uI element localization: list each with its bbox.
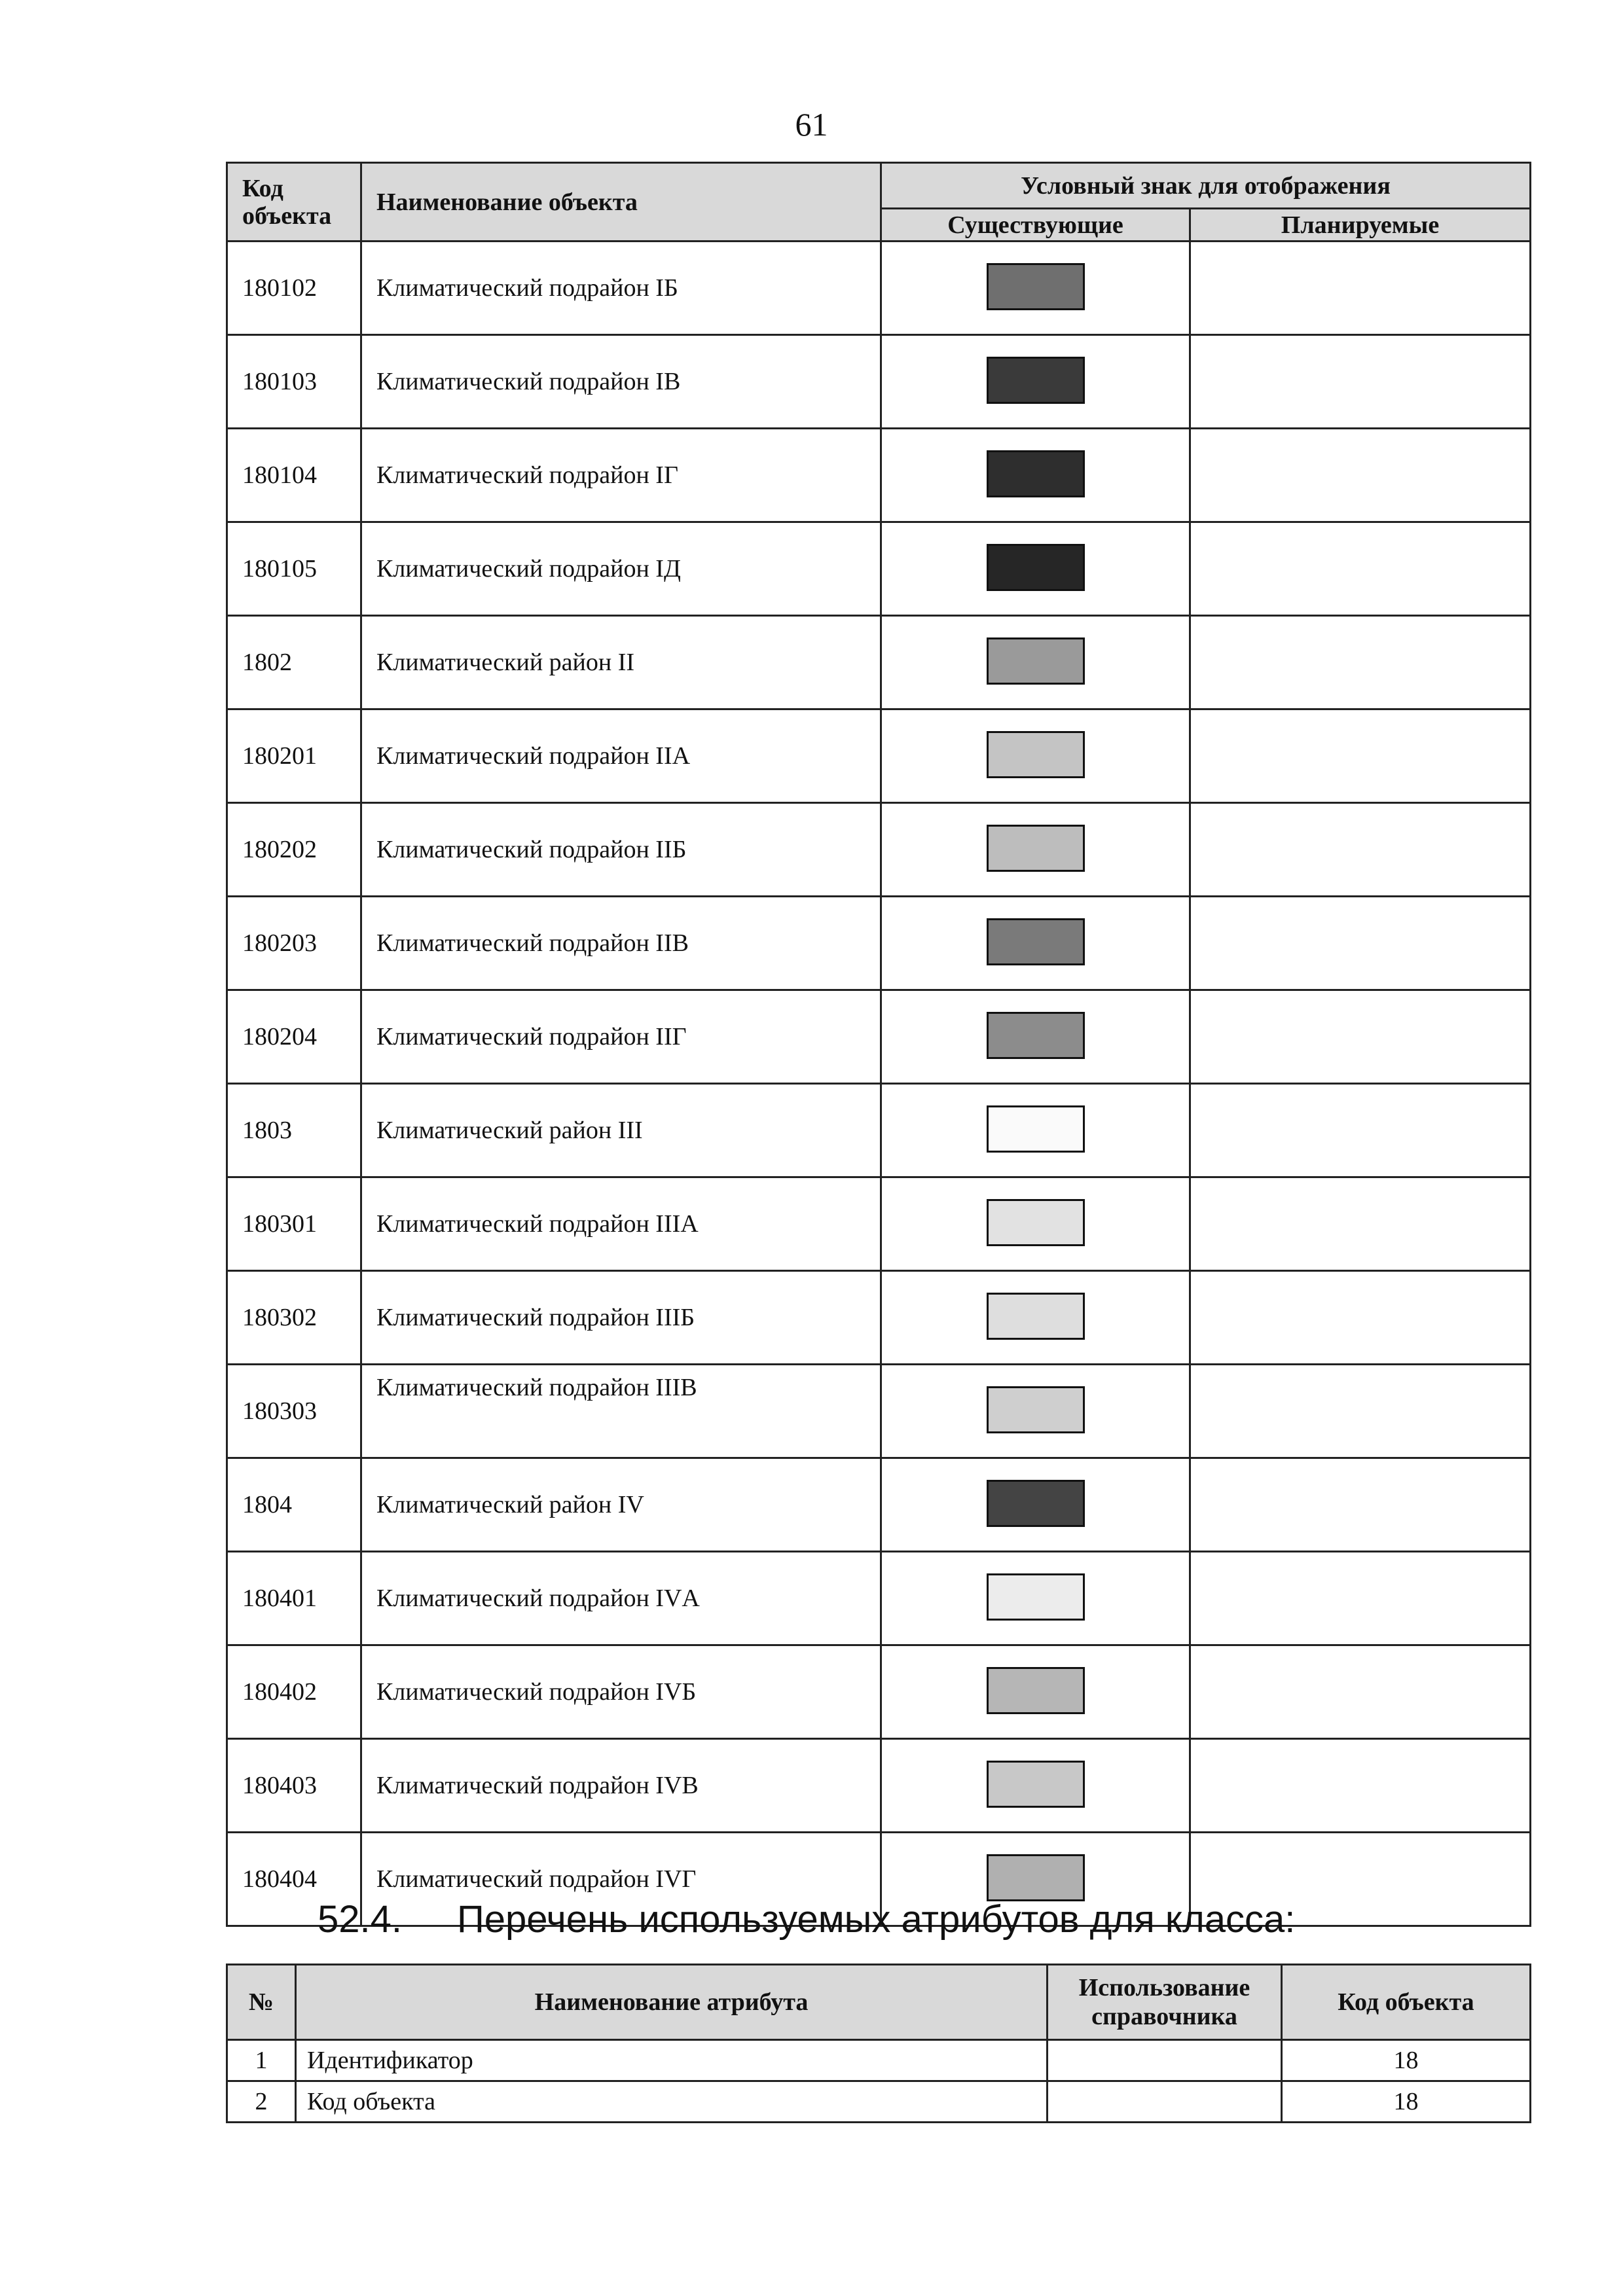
table-row — [227, 1177, 1531, 1271]
table-row — [227, 1084, 1531, 1177]
object-code-cell: 1804 — [227, 1458, 361, 1552]
table-row — [227, 2040, 1531, 2081]
attr-header-reference: Использование справочника — [1048, 1965, 1282, 2040]
object-name-cell: Климатический подрайон IVВ — [361, 1739, 881, 1833]
planned-symbol-cell — [1190, 709, 1531, 803]
object-code-cell: 180301 — [227, 1177, 361, 1271]
object-code-cell: 180201 — [227, 709, 361, 803]
symbol-swatch — [987, 825, 1085, 872]
object-name-cell: Климатический подрайон IVБ — [361, 1645, 881, 1739]
table-row — [227, 1552, 1531, 1645]
existing-symbol-cell — [881, 1271, 1190, 1365]
objects-table — [226, 162, 1531, 1927]
symbol-swatch — [987, 450, 1085, 497]
existing-symbol-cell — [881, 616, 1190, 709]
planned-symbol-cell — [1190, 803, 1531, 897]
object-code-cell: 180302 — [227, 1271, 361, 1365]
object-code-cell: 1803 — [227, 1084, 361, 1177]
object-code-cell: 180102 — [227, 242, 361, 335]
object-code-cell: 180204 — [227, 990, 361, 1084]
existing-symbol-cell — [881, 1084, 1190, 1177]
existing-symbol-cell — [881, 1739, 1190, 1833]
attr-header-num: № — [227, 1965, 296, 2040]
attr-name-cell: Код объекта — [296, 2081, 1048, 2123]
existing-symbol-cell — [881, 709, 1190, 803]
object-code-cell: 180202 — [227, 803, 361, 897]
planned-symbol-cell — [1190, 1365, 1531, 1458]
existing-symbol-cell — [881, 990, 1190, 1084]
object-name-cell: Климатический район II — [361, 616, 881, 709]
symbol-swatch — [987, 1199, 1085, 1246]
object-name-cell: Климатический подрайон IVА — [361, 1552, 881, 1645]
object-code-cell: 180403 — [227, 1739, 361, 1833]
symbol-swatch — [987, 1012, 1085, 1059]
attr-object-code-cell: 18 — [1282, 2040, 1531, 2081]
symbol-swatch — [987, 357, 1085, 404]
planned-symbol-cell — [1190, 990, 1531, 1084]
existing-symbol-cell — [881, 242, 1190, 335]
table-row — [227, 897, 1531, 990]
object-code-cell: 180105 — [227, 522, 361, 616]
table-row — [227, 1739, 1531, 1833]
table-row — [227, 1458, 1531, 1552]
planned-symbol-cell — [1190, 1271, 1531, 1365]
attr-name-cell: Идентификатор — [296, 2040, 1048, 2081]
existing-symbol-cell — [881, 1177, 1190, 1271]
attributes-table-body — [227, 2040, 1531, 2123]
existing-symbol-cell — [881, 1365, 1190, 1458]
table-row — [227, 2081, 1531, 2123]
object-name-cell: Климатический подрайон IБ — [361, 242, 881, 335]
attr-header-name: Наименование атрибута — [296, 1965, 1048, 2040]
planned-symbol-cell — [1190, 1177, 1531, 1271]
symbol-swatch — [987, 544, 1085, 591]
object-code-cell: 180303 — [227, 1365, 361, 1458]
existing-symbol-cell — [881, 1552, 1190, 1645]
page-number: 61 — [795, 106, 828, 143]
object-name-cell: Климатический подрайон IГ — [361, 429, 881, 522]
object-name-cell: Климатический район IV — [361, 1458, 881, 1552]
object-name-cell: Климатический подрайон IВ — [361, 335, 881, 429]
existing-symbol-cell — [881, 522, 1190, 616]
object-name-cell: Климатический подрайон IIIВ — [361, 1365, 881, 1458]
attr-reference-cell — [1048, 2040, 1282, 2081]
planned-symbol-cell — [1190, 335, 1531, 429]
symbol-swatch — [987, 1761, 1085, 1808]
object-code-cell: 180402 — [227, 1645, 361, 1739]
table-row — [227, 1271, 1531, 1365]
table-row — [227, 522, 1531, 616]
symbol-swatch — [987, 263, 1085, 310]
existing-symbol-cell — [881, 1458, 1190, 1552]
object-code-cell: 180104 — [227, 429, 361, 522]
existing-symbol-cell — [881, 803, 1190, 897]
attr-header-object-code: Код объекта — [1282, 1965, 1531, 2040]
table-row — [227, 803, 1531, 897]
table-row — [227, 616, 1531, 709]
header-existing: Существующие — [881, 209, 1190, 242]
object-code-cell: 180404 — [227, 1833, 361, 1926]
symbol-swatch — [987, 1480, 1085, 1527]
header-code: Код объекта — [227, 163, 361, 242]
table-row — [227, 990, 1531, 1084]
table-row — [227, 242, 1531, 335]
symbol-swatch — [987, 1854, 1085, 1901]
planned-symbol-cell — [1190, 616, 1531, 709]
object-code-cell: 180203 — [227, 897, 361, 990]
object-code-cell: 1802 — [227, 616, 361, 709]
object-code-cell: 180401 — [227, 1552, 361, 1645]
existing-symbol-cell — [881, 1645, 1190, 1739]
section-title — [318, 1897, 1295, 1943]
table-row — [227, 709, 1531, 803]
symbol-swatch — [987, 1293, 1085, 1340]
symbol-swatch — [987, 637, 1085, 685]
header-name: Наименование объекта — [361, 163, 881, 242]
object-name-cell: Климатический подрайон IIБ — [361, 803, 881, 897]
attributes-table — [226, 1964, 1531, 2123]
object-name-cell: Климатический подрайон IД — [361, 522, 881, 616]
objects-table-body — [227, 242, 1531, 1926]
planned-symbol-cell — [1190, 1552, 1531, 1645]
object-name-cell: Климатический подрайон IIIА — [361, 1177, 881, 1271]
object-name-cell: Климатический подрайон IVГ — [361, 1833, 881, 1926]
existing-symbol-cell — [881, 429, 1190, 522]
header-symbol-group: Условный знак для отображения — [881, 163, 1531, 209]
planned-symbol-cell — [1190, 1739, 1531, 1833]
object-name-cell: Климатический район III — [361, 1084, 881, 1177]
existing-symbol-cell — [881, 335, 1190, 429]
attr-num-cell: 2 — [227, 2081, 296, 2123]
symbol-swatch — [987, 1386, 1085, 1433]
table-row — [227, 1645, 1531, 1739]
attr-reference-cell — [1048, 2081, 1282, 2123]
table-row — [227, 1365, 1531, 1458]
planned-symbol-cell — [1190, 897, 1531, 990]
section-number: 52.4. — [318, 1898, 402, 1941]
symbol-swatch — [987, 1573, 1085, 1621]
existing-symbol-cell — [881, 897, 1190, 990]
planned-symbol-cell — [1190, 1084, 1531, 1177]
planned-symbol-cell — [1190, 429, 1531, 522]
planned-symbol-cell — [1190, 242, 1531, 335]
object-name-cell: Климатический подрайон IIГ — [361, 990, 881, 1084]
object-name-cell: Климатический подрайон IIА — [361, 709, 881, 803]
attr-object-code-cell: 18 — [1282, 2081, 1531, 2123]
planned-symbol-cell — [1190, 1645, 1531, 1739]
object-name-cell: Климатический подрайон IIВ — [361, 897, 881, 990]
planned-symbol-cell — [1190, 522, 1531, 616]
symbol-swatch — [987, 1667, 1085, 1714]
object-name-cell: Климатический подрайон IIIБ — [361, 1271, 881, 1365]
symbol-swatch — [987, 731, 1085, 778]
symbol-swatch — [987, 1105, 1085, 1153]
header-planned: Планируемые — [1190, 209, 1531, 242]
table-row — [227, 335, 1531, 429]
symbol-swatch — [987, 918, 1085, 965]
planned-symbol-cell — [1190, 1458, 1531, 1552]
table-row — [227, 429, 1531, 522]
section-heading: Перечень используемых атрибутов для класса: — [457, 1898, 1296, 1941]
attr-num-cell: 1 — [227, 2040, 296, 2081]
object-code-cell: 180103 — [227, 335, 361, 429]
